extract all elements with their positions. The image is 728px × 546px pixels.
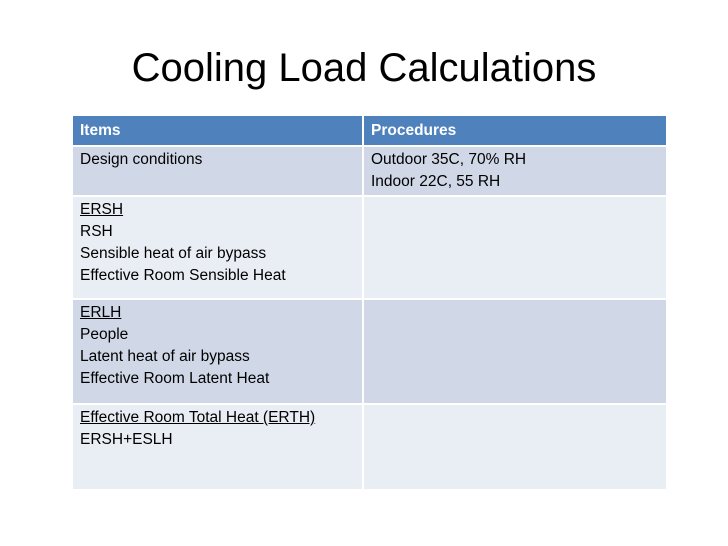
item-line: Design conditions [80,151,203,168]
item-line: Effective Room Sensible Heat [80,267,286,284]
items-cell [73,146,363,196]
cooling-load-table [73,116,666,491]
procedures-cell [363,146,666,196]
header-items: Items [73,116,363,146]
slide-title: Cooling Load Calculations [131,46,597,90]
table-header-row [73,116,666,146]
procedures-cell [363,404,666,490]
item-line: RSH [80,223,113,240]
item-heading: ERSH [80,201,124,218]
item-line: People [80,326,129,343]
header-procedures: Procedures [363,116,666,146]
item-line: Effective Room Latent Heat [80,370,270,387]
item-line: Latent heat of air bypass [80,348,250,365]
procedure-line: Indoor 22C, 55 RH [371,173,501,190]
item-heading: Effective Room Total Heat (ERTH) [80,409,316,426]
items-cell [73,196,363,299]
item-heading: ERLH [80,304,122,321]
table-row [73,404,666,490]
table-row [73,196,666,299]
table-row [73,146,666,196]
procedures-cell [363,299,666,404]
items-cell [73,299,363,404]
table-row [73,299,666,404]
items-cell [73,404,363,490]
item-line: ERSH+ESLH [80,431,173,448]
procedure-line: Outdoor 35C, 70% RH [371,151,527,168]
item-line: Sensible heat of air bypass [80,245,267,262]
procedures-cell [363,196,666,299]
